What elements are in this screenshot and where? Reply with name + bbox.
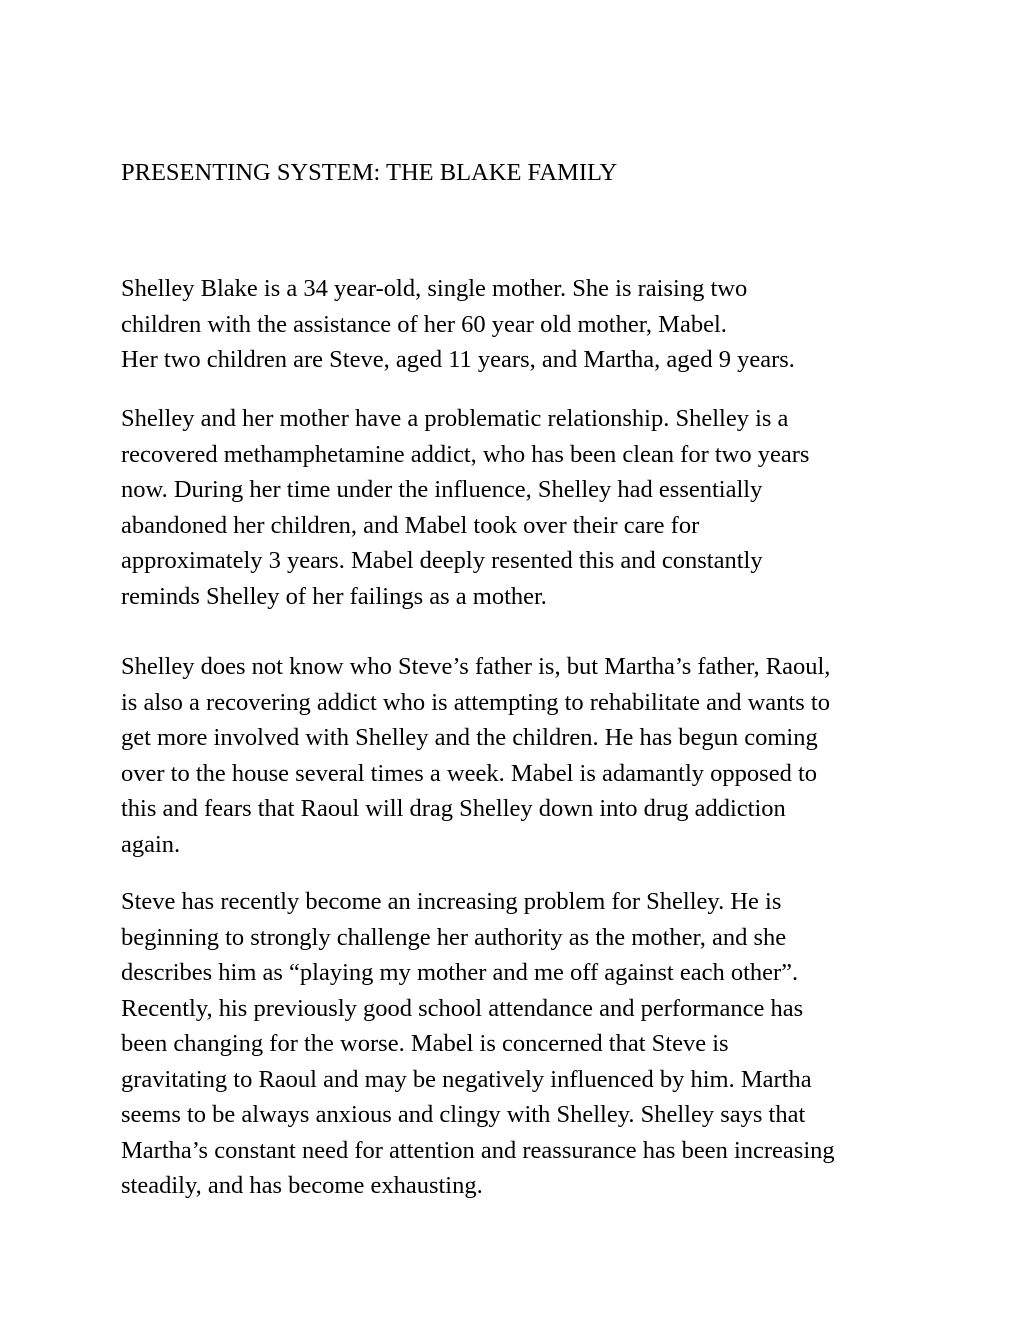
paragraph-fathers [121,649,921,862]
paragraph-line: children with the assistance of her 60 year old mother, Mabel. [121,310,727,338]
paragraph-line: Shelley Blake is a 34 year-old, single mother. She is raising two [121,275,748,302]
paragraph-mother-relationship [121,401,921,614]
paragraph-line: over to the house several times a week. Mabel is adamantly opposed to [121,759,818,787]
paragraph-line: approximately 3 years. Mabel deeply resented this and constantly [121,547,763,574]
document-title: PRESENTING SYSTEM: THE BLAKE FAMILY [121,159,618,186]
paragraph-line: recovered methamphetamine addict, who has been clean for two years [121,440,810,468]
paragraph-line: Her two children are Steve, aged 11 years, and Martha, aged 9 years. [121,346,795,373]
paragraph-line: this and fears that Raoul will drag Shelley down into drug addiction [121,795,786,822]
paragraph-line: reminds Shelley of her failings as a mother. [121,582,547,610]
paragraph-line: beginning to strongly challenge her authority as the mother, and she [121,923,787,951]
paragraph-line: now. During her time under the influence, Shelley had essentially [121,476,763,503]
paragraph-line: abandoned her children, and Mabel took over their care for [121,511,700,539]
paragraph-line: describes him as “playing my mother and me off against each other”. [121,959,799,986]
paragraph-line: Steve has recently become an increasing problem for Shelley. He is [121,888,782,915]
paragraph-line: Martha’s constant need for attention and reassurance has been increasing [121,1136,835,1164]
paragraph-line: is also a recovering addict who is attempting to rehabilitate and wants to [121,688,830,716]
paragraph-line: again. [121,830,181,858]
paragraph-line: Shelley and her mother have a problematic relationship. Shelley is a [121,405,789,432]
paragraph-line: gravitating to Raoul and may be negatively influenced by him. Martha [121,1065,812,1093]
paragraph-line: been changing for the worse. Mabel is concerned that Steve is [121,1030,729,1057]
paragraph-line: steadily, and has become exhausting. [121,1172,483,1199]
paragraph-line: Shelley does not know who Steve’s father is, but Martha’s father, Raoul, [121,653,831,680]
paragraph-family-overview [121,271,921,378]
paragraph-line: seems to be always anxious and clingy with Shelley. Shelley says that [121,1101,806,1128]
paragraph-line: get more involved with Shelley and the children. He has begun coming [121,724,818,751]
paragraph-children-issues [121,884,921,1204]
paragraph-line: Recently, his previously good school attendance and performance has [121,994,804,1022]
